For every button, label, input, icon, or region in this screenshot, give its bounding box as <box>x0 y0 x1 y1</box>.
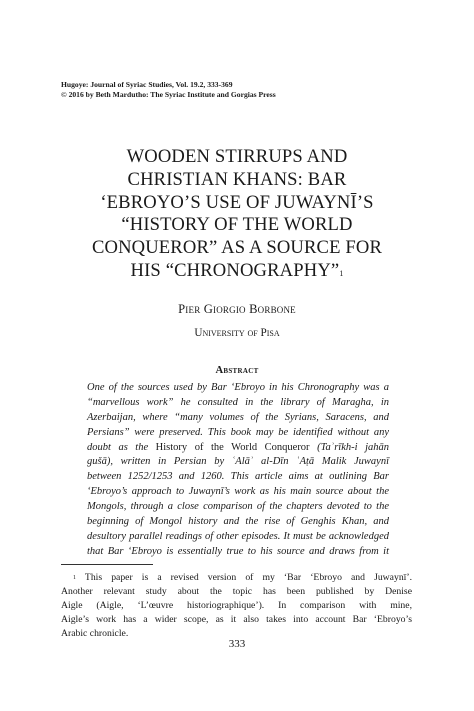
abstract-line: Mongols, through a close comparison of the chapters devoted to the <box>87 501 389 513</box>
footnote-line: Another relevant study about the topic has been published by Denise <box>61 585 412 597</box>
footnote-line: Aigle’s work has a wider scope, as it also takes into account Bar ‘Ebroyo’s <box>61 613 412 625</box>
author-name: Pier Giorgio Borbone <box>178 302 296 316</box>
abstract-line: One of the sources used by Bar ‘Ebroyo in his Chronography was a <box>87 382 389 393</box>
abstract-line: that Bar ‘Ebroyo is essentially true to his source and draws from it <box>87 545 389 557</box>
page-number: 333 <box>228 638 246 650</box>
abstract-line: between 1252/1253 and 1260. This article aims at outlining Bar <box>87 471 389 483</box>
abstract-line: Azerbaijan, where “many volumes of the Syrians, Saracens, and <box>87 411 389 423</box>
abstract-book-title: History of the World Conqueror <box>155 441 310 453</box>
title-line: “HISTORY OF THE WORLD <box>121 214 353 236</box>
abstract-line: ‘Ebroyo’s approach to Juwaynī’s work as his main source about the <box>87 486 389 498</box>
abstract-body <box>87 381 389 560</box>
footnote-line: Arabic chronicle. <box>61 627 129 639</box>
title-line-text: HIS “CHRONOGRAPHY” <box>130 259 340 281</box>
footnote-line <box>61 571 412 585</box>
title-footnote-marker[interactable]: 1 <box>339 268 344 278</box>
footnote-divider <box>61 564 153 565</box>
abstract-line: “marvellous work” he consulted in the library of Maragha, in <box>87 396 389 408</box>
abstract-heading: Abstract <box>215 365 259 376</box>
abstract-line <box>87 441 389 456</box>
title-line: CHRISTIAN KHANS: BAR <box>127 168 347 190</box>
title-line: ‘EBROYO’S USE OF JUWAYNĪ’S <box>100 191 374 213</box>
title-line: WOODEN STIRRUPS AND <box>126 146 348 167</box>
footnote-text: This paper is a revised version of my ‘Bar ‘Ebroyo and Juwaynī’. <box>84 572 413 583</box>
title-line: CONQUEROR” AS A SOURCE FOR <box>91 237 383 259</box>
journal-header <box>61 80 421 99</box>
author-affiliation: University of Pisa <box>194 327 280 339</box>
abstract-line: desultory parallel readings of other episodes. It must be acknowledged <box>87 530 389 542</box>
article-title <box>56 146 418 283</box>
footnote-line: Aigle (Aigle, ‘L’œuvre historiographique’). In comparison with mine, <box>61 599 412 611</box>
title-line <box>56 260 418 283</box>
footnote-marker: 1 <box>73 575 76 581</box>
abstract-text: (Taʾrīkh-i jahān <box>317 441 389 453</box>
journal-citation: Hugoye: Journal of Syriac Studies, Vol. 19.2, 333-369 <box>61 80 233 89</box>
abstract-line: beginning of Mongol history and the rise of Genghis Khan, and <box>87 516 389 528</box>
copyright-notice: © 2016 by Beth Mardutho: The Syriac Institute and Gorgias Press <box>61 89 276 99</box>
abstract-text: doubt as the <box>87 441 149 453</box>
abstract-line: Persians” were preserved. This book may be identified without any <box>87 426 389 438</box>
abstract-line: gušā), written in Persian by ʿAlāʾ al-Dīn ʿAṭā Malik Juwaynī <box>87 456 389 468</box>
footnote <box>61 571 412 640</box>
